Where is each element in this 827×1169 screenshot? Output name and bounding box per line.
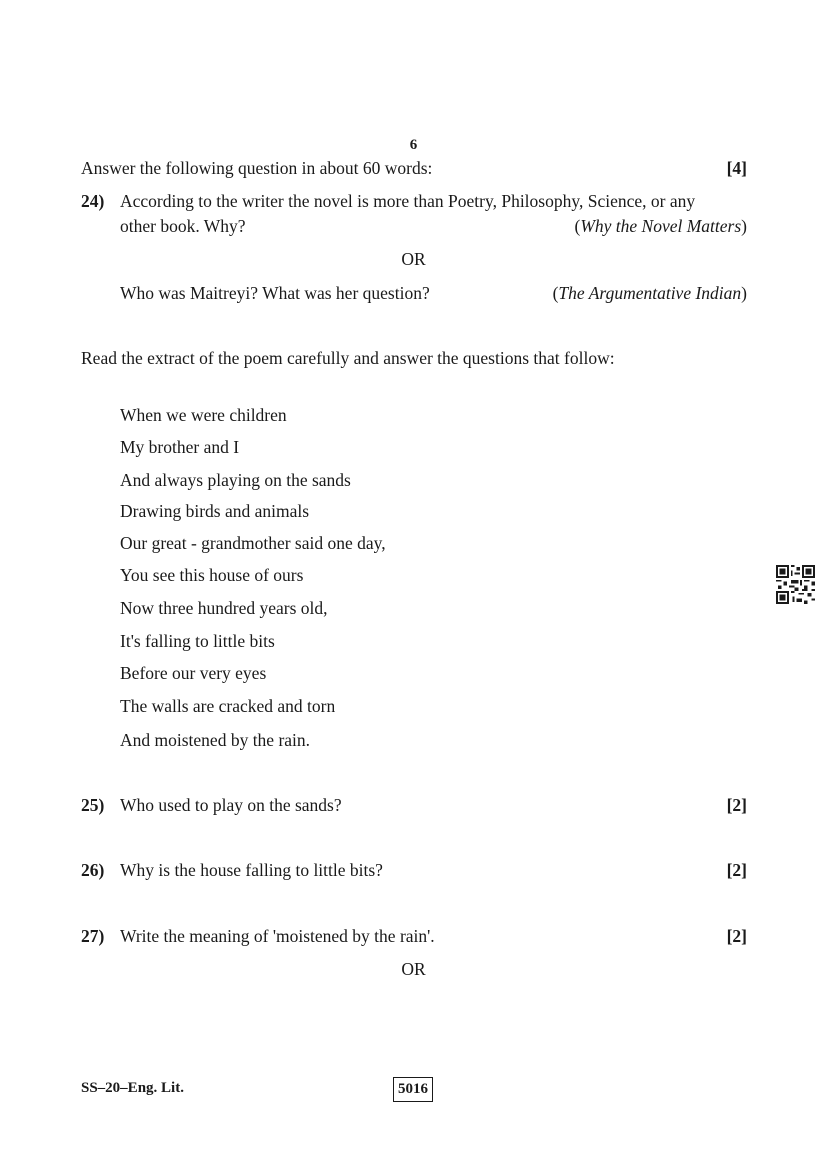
poem-line: The walls are cracked and torn <box>120 696 336 716</box>
question-24-line2: other book. Why? <box>120 216 246 236</box>
question-number-24: 24) <box>81 191 105 211</box>
section-marks: [4] <box>726 158 747 178</box>
footer-paper-code: SS–20–Eng. Lit. <box>81 1080 184 1096</box>
question-number-26: 26) <box>81 860 105 880</box>
poem-line: Drawing birds and animals <box>120 501 310 521</box>
question-27-marks: [2] <box>726 926 747 946</box>
poem-line: You see this house of ours <box>120 565 304 585</box>
question-27-text: Write the meaning of 'moistened by the rain'. <box>120 926 435 946</box>
question-24-alt-text: Who was Maitreyi? What was her question? <box>120 283 430 303</box>
question-26-marks: [2] <box>726 860 747 880</box>
question-number-25: 25) <box>81 795 105 815</box>
poem-instruction: Read the extract of the poem carefully and answer the questions that follow: <box>81 348 615 368</box>
or-divider: OR <box>401 249 426 269</box>
footer-code-box: 5016 <box>393 1077 433 1102</box>
question-24-alt-source-title: The Argumentative Indian <box>558 283 742 303</box>
poem-line: And moistened by the rain. <box>120 730 311 750</box>
question-24-source-title: Why the Novel Matters <box>580 216 742 236</box>
poem-line: My brother and I <box>120 437 240 457</box>
final-or-divider: OR <box>401 959 426 979</box>
poem-line: And always playing on the sands <box>120 470 351 490</box>
page-number: 6 <box>409 137 418 153</box>
poem-line: It's falling to little bits <box>120 631 275 651</box>
question-24-alt-source: (The Argumentative Indian) <box>552 283 747 303</box>
section-instruction: Answer the following question in about 60 words: <box>81 158 433 178</box>
poem-line: Now three hundred years old, <box>120 598 328 618</box>
poem-line: When we were children <box>120 405 287 425</box>
question-25-marks: [2] <box>726 795 747 815</box>
question-24-line1: According to the writer the novel is more than Poetry, Philosophy, Science, or any <box>120 191 696 211</box>
poem-line: Our great - grandmother said one day, <box>120 533 386 553</box>
question-25-text: Who used to play on the sands? <box>120 795 342 815</box>
question-number-27: 27) <box>81 926 105 946</box>
question-24-source: (Why the Novel Matters) <box>574 216 747 236</box>
question-26-text: Why is the house falling to little bits? <box>120 860 383 880</box>
qr-code-icon <box>776 565 815 604</box>
poem-line: Before our very eyes <box>120 663 267 683</box>
